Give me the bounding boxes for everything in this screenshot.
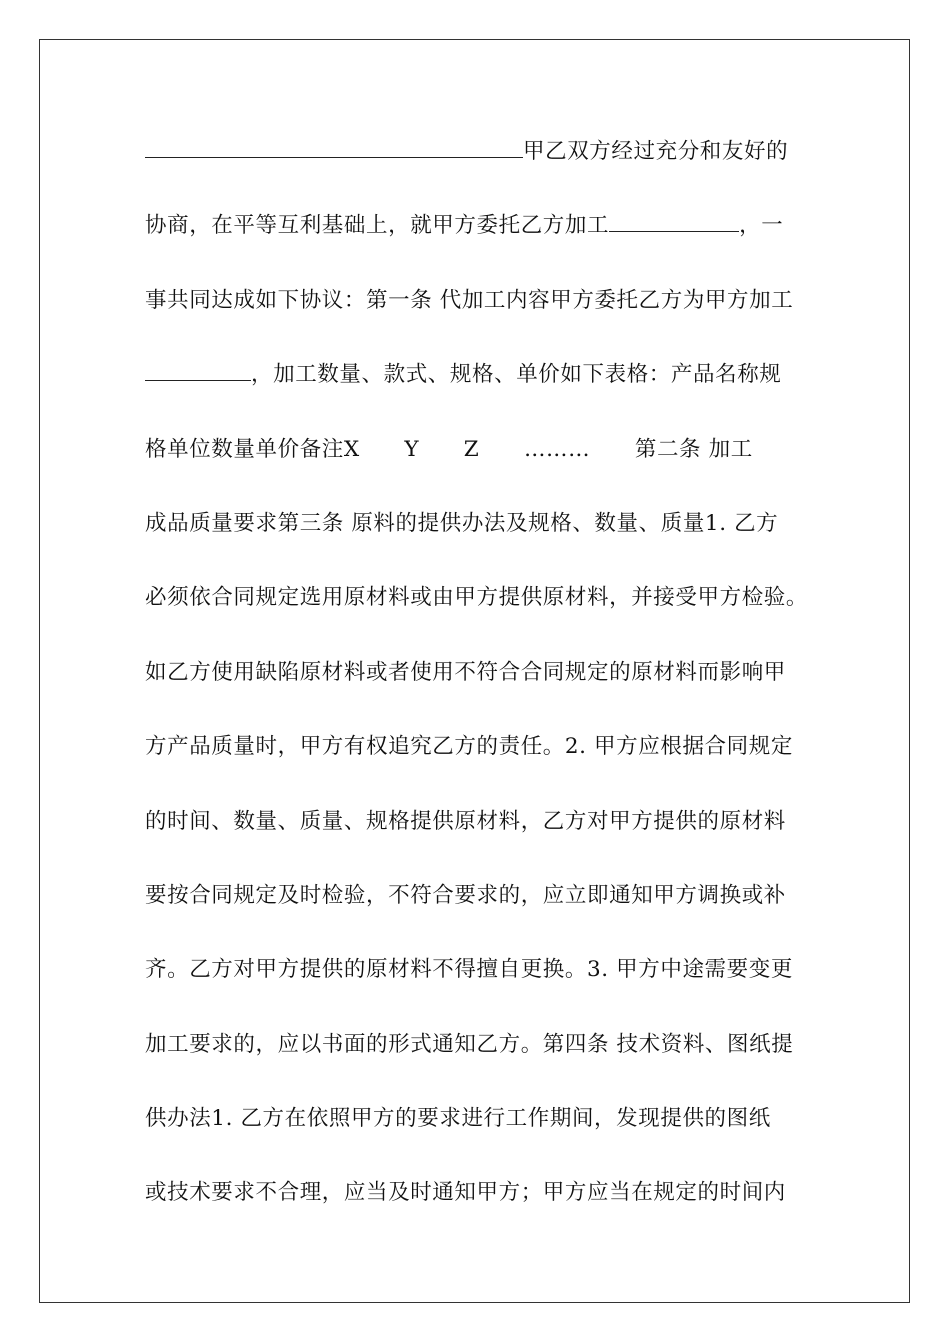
text-line-7: 必须依合同规定选用原材料或由甲方提供原材料，并接受甲方检验。 bbox=[145, 585, 809, 611]
text-line-1 bbox=[145, 129, 815, 174]
text-line-10: 的时间、数量、质量、规格提供原材料，乙方对甲方提供的原材料 bbox=[145, 808, 786, 834]
text-line-15: 或技术要求不合理，应当及时通知甲方；甲方应当在规定的时间内 bbox=[145, 1180, 786, 1206]
text-line-5: 格单位数量单价备注X Y Z ……… 第二条 加工 bbox=[145, 436, 753, 462]
text-line-14: 供办法1. 乙方在依照甲方的要求进行工作期间，发现提供的图纸 bbox=[145, 1106, 771, 1132]
text-line-2 bbox=[145, 203, 815, 248]
text-line-8: 如乙方使用缺陷原材料或者使用不符合合同规定的原材料而影响甲 bbox=[145, 659, 786, 685]
contract-body bbox=[145, 129, 815, 1245]
fill-in-blank bbox=[145, 137, 523, 158]
line-text: 甲乙双方经过充分和友好的 bbox=[523, 139, 789, 164]
line-text: ，加工数量、款式、规格、单价如下表格：产品名称规 bbox=[251, 362, 782, 388]
text-line-6: 成品质量要求第三条 原料的提供办法及规格、数量、质量1. 乙方 bbox=[145, 510, 779, 536]
fill-in-blank bbox=[609, 211, 739, 232]
text-line-9: 方产品质量时，甲方有权追究乙方的责任。2. 甲方应根据合同规定 bbox=[145, 734, 793, 760]
text-line-13: 加工要求的，应以书面的形式通知乙方。第四条 技术资料、图纸提 bbox=[145, 1031, 794, 1057]
text-line-3: 事共同达成如下协议：第一条 代加工内容甲方委托乙方为甲方加工 bbox=[145, 287, 794, 313]
line-text: 协商，在平等互利基础上，就甲方委托乙方加工 bbox=[145, 213, 610, 239]
text-line-11: 要按合同规定及时检验，不符合要求的，应立即通知甲方调换或补 bbox=[145, 882, 786, 908]
line-text: ，一 bbox=[739, 213, 784, 239]
text-line-4 bbox=[145, 352, 815, 397]
text-line-12: 齐。乙方对甲方提供的原材料不得擅自更换。3. 甲方中途需要变更 bbox=[145, 957, 793, 983]
fill-in-blank bbox=[145, 360, 251, 381]
